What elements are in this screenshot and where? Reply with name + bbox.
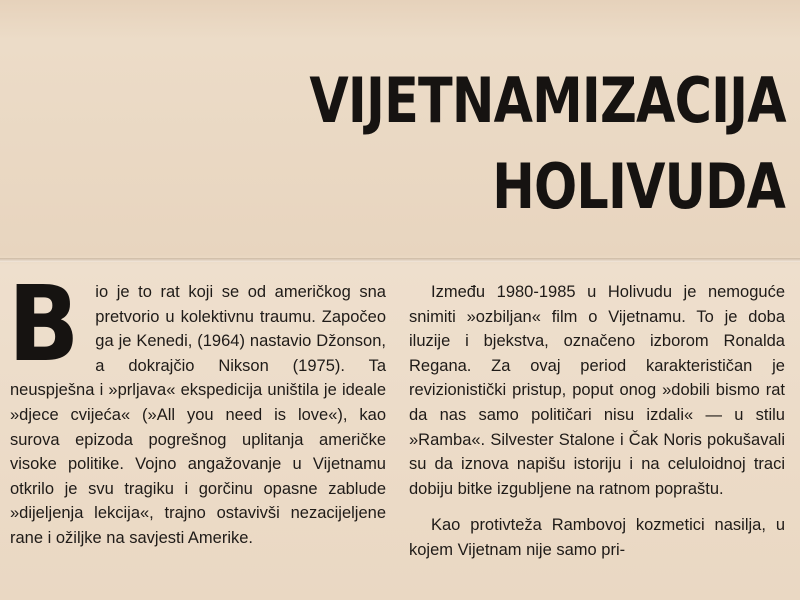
right-paragraph-1: Između 1980-1985 u Holivudu je nemoguće snimiti »ozbiljan« film o Vijetnamu. To je doba iluzije i bjekstva, označeno izborom Ronalda Regana. Za ovaj period karakterističan je revizionistički pristup, poput onog »dobili bismo rat da nas samo političari nisu izdali« — u stilu »Ramba«. Silvester Stalone i Čak Noris pokušavali su da iznova napišu istoriju i na celuloidnoj traci dobiju bitke izgubljene na ratnom popraštu.: [409, 283, 785, 498]
right-paragraph-2: Kao protivteža Rambovoj kozmetici nasilja, u kojem Vijetnam nije samo pri-: [409, 516, 785, 559]
right-column: [409, 280, 785, 575]
headline-line-2: HOLIVUDA: [492, 150, 785, 223]
left-paragraph-text: io je to rat koji se od američkog sna pretvorio u kolektivnu traumu. Započeo ga je Kenedi, (1964) nastavio Džonson, a dokrajčio Nikson (1975). Ta neuspješna i »prljava« ekspedicija uništila je ideale »djece cvijeća« (»All you need is love«), kao surova epizoda pogrešnog uplitanja američke visoke politike. Vojno angažovanje u Vijetnamu otkrilo je svu tragiku i gorčinu opasne zablude »dijeljenja lekcija«, trajno ostavivši nezacijeljene rane i ožiljke na savjesti Amerike.: [10, 283, 386, 547]
article-headline: [205, 58, 785, 230]
paper-fold: [0, 258, 800, 262]
left-paragraph: [8, 263, 386, 551]
headline-line-1: VIJETNAMIZACIJA: [309, 64, 786, 137]
bleed-through-heading: [70, 180, 84, 251]
drop-cap: B: [8, 263, 80, 385]
left-column: [8, 263, 386, 563]
